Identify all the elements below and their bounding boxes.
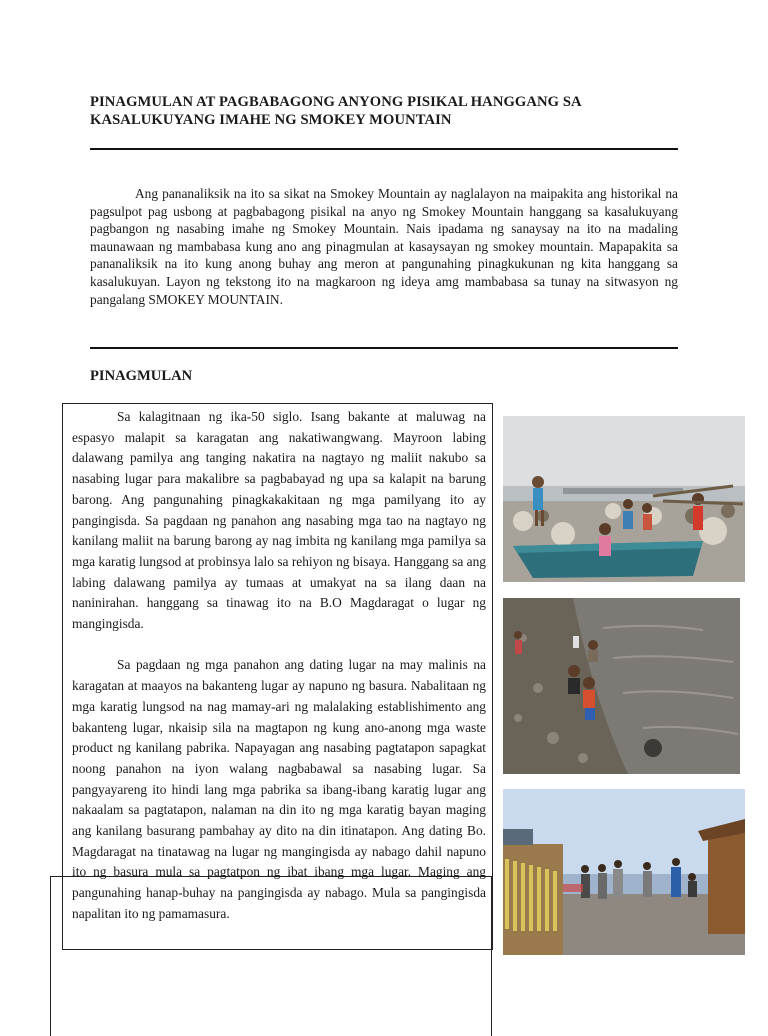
horizontal-rule-top — [90, 148, 678, 150]
body-paragraph-1: Sa kalagitnaan ng ika-50 siglo. Isang bakante at maluwag na espasyo malapit sa karagatan ang nakatiwangwang. Mayroon labing dalawang pamilya ang tanging nakatira na nagtayo ng maliit nakubo sa nasabing lugar para makalibre sa pagbabayad ng upa sa kalapit na barung barong. Ang pangunahing pinagkakakitaan ng mga pamilyang ito ay pangingisda. Sa pagdaan ng panahon ang nasabing mga tao na nagtayo ng kanilang maliit na barung barong ay nag imbita ng kanilang mga pamilya sa mga karatig lungsod at probinsya lalo sa rehiyon ng bisaya. Hanggang sa ang labing dalawang pamilya ay tumaas at umakyat na sa ilang daan na naninirahan. hanggang sa tinawag ito na B.O Magdaragat o lugar ng mangingisda. — [72, 409, 486, 632]
photo-children-at-shore — [503, 598, 740, 774]
section-heading: PINAGMULAN — [90, 368, 193, 384]
abstract-paragraph: Ang pananaliksik na ito sa sikat na Smokey Mountain ay naglalayon na maipakita ang historikal na pagsulpot pag usbong at pagbabagong pisikal na anyo ng Smokey Mountain hanggang sa kasalukuyang pagbangon ng nasabing imahe ng Smokey Mountain. Nais ipadama ng sanaysay na ito na madaling maunawaan ng mambabasa kung ano ang pinagmulan at kasaysayan ng smokey mountain. Mapapakita sa pananaliksik na ito kung anong buhay ang meron at pangunahing pinagkukunan ng kita hanggang sa kasalukuyan. Layon ng tekstong ito na magkaroon ng ideya amg mambabasa sa tunay na sitwasyon ng pangalang SMOKEY MOUNTAIN. — [90, 186, 678, 307]
body-text — [72, 407, 486, 925]
photo-people-at-seaside — [503, 789, 745, 955]
body-paragraph-2: Sa pagdaan ng mga panahon ang dating lugar na may malinis na karagatan at maayos na bakanteng lugar ay napuno ng basura. Nabalitaan ng mga karatig lungsod na nag mamay-ari ng malalaking establishimento ang bakanteng lugar, nkaisip sila na magtapon ng kung ano-anong mga waste product ng kanilang pabrika. Napayagan ang nasabing pagtatapon sapagkat noong panahon na iyon walang nagbabawal sa nasabing lugar. Sa pangyayareng ito hindi lang mga pabrika sa ibang-ibang karatig lugar ang nakaalam sa pagtatapon, nalaman na din ito ng mga karatig bayan maging ang kanilang basurang pambahay ay dito na din itinatapon. Ang dating Bo. Magdaragat na tinatawag na lugar ng mangingisda ay nabago dahil napuno ito ng basura mula sa pagtatpon ng ibat ibang mga lugar. Maging ang pangunahing hanap-buhay na pangingisda ay nabago. Mula sa pangingisda napalitan ito ng pamamasura. — [72, 657, 486, 921]
photo-children-on-boat — [503, 416, 745, 582]
horizontal-rule-bottom — [90, 347, 678, 349]
title-line-2: KASALUKUYANG IMAHE NG SMOKEY MOUNTAIN — [90, 112, 452, 128]
document-title — [90, 93, 690, 129]
title-line-1: PINAGMULAN AT PAGBABAGONG ANYONG PISIKAL HANGGANG SA — [90, 94, 582, 110]
